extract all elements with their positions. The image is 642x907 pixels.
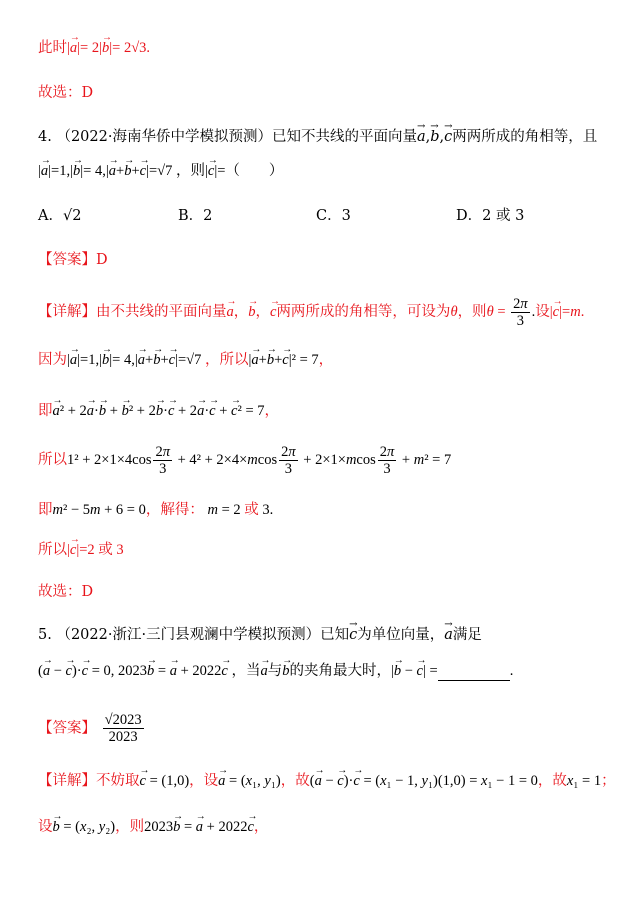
q4-option-a[interactable]: A．√2 xyxy=(38,208,82,224)
q4-detail-line7: 故选：D xyxy=(38,584,94,600)
q4-detail-line4: 所以1² + 2×1×4cos $\frac{2\pi}{3}$ + 4² + 2×4×mcos $\frac{2\pi}{3}$ + 2×1×mcos $\frac{2\pi}{3}$ + m² = 7 xyxy=(38,444,452,477)
q4-detail-line3: 即→ a² + 2→ a·→ b + → b² + 2→ b·→ c + 2→ a·→ c + → c² = 7， xyxy=(38,401,279,421)
q5-answer-label: 【答案】 xyxy=(38,720,96,737)
q5-answer xyxy=(38,712,146,745)
q5-detail-line1: 【详解】不妨取→ c = (1,0)，设→ a = (x₁, y₁)，故(→ a − → c)·→ c = (x₁ − 1, y₁)(1,0) = x₁ − 1 = 0，故x₁ = 1； xyxy=(38,771,616,791)
q5-answer-blank[interactable] xyxy=(438,666,510,681)
q4-stem-line1: 4. （2022·海南华侨中学模拟预测）已知不共线的平面向量→ a,→ b,→ c两两所成的角相等，且 xyxy=(38,127,597,147)
q5-answer-numerator: √2023 xyxy=(104,712,142,728)
q4-stem-line2: |→ a|=1,|→ b|= 4,|→ a+→ b+→ c|=√7 ，则|→ c|=（ ） xyxy=(38,161,283,181)
prev-solution-line: 此时|→ a|= 2|→ b|= 2√3. xyxy=(38,38,150,58)
q4-option-d[interactable]: D．2 或 3 xyxy=(456,208,525,224)
q4-answer xyxy=(38,250,108,270)
q4-detail-line1: 【详解】由不共线的平面向量→ a，→ b，→ c两两所成的角相等，可设为θ，则θ = $\frac{2\pi}{3}$ .设|→ c|=m. xyxy=(38,296,584,329)
q5-number: 5. xyxy=(38,627,52,643)
q5-stem-line1: 5. （2022·浙江·三门县观澜中学模拟预测）已知→ c为单位向量，→ a满足 xyxy=(38,625,482,645)
q4-detail-line6: 所以|→ c|=2 或 3 xyxy=(38,540,124,560)
q4-option-c[interactable]: C．3 xyxy=(316,208,351,224)
q4-answer-label: 【答案】 xyxy=(38,252,96,268)
q4-answer-value: D xyxy=(96,252,108,268)
q5-source: （2022·浙江·三门县观澜中学模拟预测） xyxy=(56,627,321,643)
q5-answer-fraction xyxy=(103,712,144,745)
q5-detail-line2: 设→ b = (x₂, y₂)，则2023→ b = → a + 2022→ c， xyxy=(38,817,268,837)
q5-detail-label: 【详解】 xyxy=(38,773,96,789)
prev-choice-line: 故选：D xyxy=(38,85,94,101)
q4-detail-line2: 因为|→ a|=1,|→ b|= 4,|→ a+→ b+→ c|=√7 ，所以|→ a+→ b+→ c|² = 7， xyxy=(38,350,333,370)
q5-answer-denominator: 2023 xyxy=(108,729,138,745)
q4-detail-label: 【详解】 xyxy=(38,303,96,320)
q4-option-b[interactable]: B．2 xyxy=(178,208,213,224)
q4-source: （2022·海南华侨中学模拟预测） xyxy=(56,129,272,145)
q4-detail-line5: 即m² − 5m + 6 = 0，解得： m = 2 或 3. xyxy=(38,502,274,518)
q4-number: 4. xyxy=(38,129,52,145)
q5-stem-line2: (→ a − → c)·→ c = 0, 2023→ b = → a + 2022→ c ，当→ a与→ b的夹角最大时，|→ b − → c| = . xyxy=(38,661,513,681)
